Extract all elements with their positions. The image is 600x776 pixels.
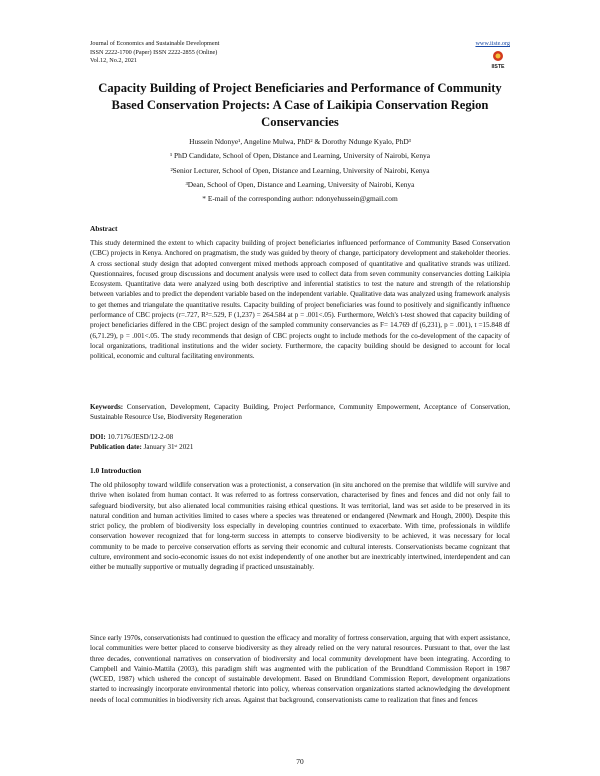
volume: Vol.12, No.2, 2021 bbox=[90, 57, 137, 65]
issn: ISSN 2222-1700 (Paper) ISSN 2222-2855 (Online) bbox=[90, 48, 218, 56]
keywords bbox=[90, 402, 510, 423]
doi-value: 10.7176/JESD/12-2-08 bbox=[107, 433, 174, 441]
affiliation-3: ³Dean, School of Open, Distance and Learning, University of Nairobi, Kenya bbox=[185, 179, 415, 189]
intro-paragraph-1: The old philosophy toward wildlife conservation was a protectionist, a conservation (in situ anchored on the premise that wildlife will survive and thrive when isolated from human contact. It was referred to as fortress conservation, characterised by fines and fences and did not only fail to safeguard biodiversity, but also alienated local communities raising ethical questions. It was territorial, land was set aside to be preserved in its natural condition and human activities limited to cases where a species was threatened or endangered (Newmark and Hough, 2000). Despite this strict policy, the problem of biodiversity loss especially in developing countries continued to exacerbate. With time, professionals in wildlife conservation however recognized that for long-term success in attempts to conserve biodiversity to be achieved, it was necessary for local community to be made to perceive conservation efforts as serving their economic and cultural interests. Conservationists became cognizant that culture, environment and socio-economic issues do not exist independently of one another but are inextricably intertwined, interdependent and can either be mutually supportive or mutually degrading if practiced unsustainably. bbox=[90, 481, 510, 572]
pubdate-label: Publication date: bbox=[90, 442, 142, 451]
intro-paragraph-2: Since early 1970s, conservationists had continued to question the efficacy and morality of fortress conservation, arguing that with expert assistance, local communities were better placed to conserve biodiversity as they already relied on the very natural resources. Pursuant to that, over the last three decades, conventional narratives on conservation of biodiversity and local community development have been integrating. According to Campbell and Vainio-Mattila (2003), this paradigm shift was augmented with the publication of the Brundtland Commission Report in 1987 (WCED, 1987) which ushered the concept of sustainable development. Based on Brundtland Commission Report, development organizations started to increasingly incorporate environmental rhetoric into policy, whereas conservation organizations started acknowledging the development needs of local communities in biodiversity rich areas. Against that background, conservationists came to realization that fines and fences bbox=[90, 634, 510, 704]
introduction-heading: 1.0 Introduction bbox=[90, 466, 142, 475]
paper-title: Capacity Building of Project Beneficiaries and Performance of Community Based Conservation Projects: A Case of Laikipia Conservation Region Conservancies bbox=[98, 81, 502, 129]
abstract-heading: Abstract bbox=[90, 224, 118, 233]
affiliation-2: ²Senior Lecturer, School of Open, Distance and Learning, University of Nairobi, Kenya bbox=[170, 165, 430, 175]
corresponding-email: * E-mail of the corresponding author: ndonyehussein@gmail.com bbox=[202, 194, 398, 204]
author-block bbox=[90, 135, 510, 206]
journal-url-link[interactable]: www.iiste.org bbox=[475, 40, 510, 47]
logo-text: IISTE bbox=[491, 64, 505, 70]
keywords-label: Keywords: bbox=[90, 403, 124, 411]
abstract-text: This study determined the extent to which capacity building of project beneficiaries influenced performance of Community Based Conservation (CBC) projects in Kenya. Anchored on pragmatism, the study was guided by theory of change, participatory development and stakeholder theories. A cross sectional study design that adopted convergent mixed methods approach composed of quantitative and qualitative strands was utilized. Questionnaires, focused group discussions and document analysis were used to collect data from seven community conservancies dotting Laikipia Ecosystem. Quantitative data were analyzed using both descriptive and inferential statistics to test the nature and strength of the relationship between variables and to predict the dependent variable based on the independent variable. Qualitative data was analyzed using framework analysis to get themes and triangulate the quantitative results. Capacity building of project beneficiaries was found to positively and significantly influence performance of CBC projects (r=.727, R²=.529, F (1,237) = 264.584 at p = .001<.05). Furthermore, Welch's t-test showed that capacity building of project beneficiaries differed in the CBC project design of the sampled community conservancies as F= 14.769 df (6,231), p = .001), t =15.848 df (6,71.29), p = .001<.05. The study recommends that design of CBC projects ought to include methods for the co-development of the capacity of local organizations, traditional institutions and the wider society. Furthermore, the capacity building should be designed to account for local political, economic and cultural facilitating environments. bbox=[90, 239, 510, 361]
affiliation-1: ¹ PhD Candidate, School of Open, Distance and Learning, University of Nairobi, Kenya bbox=[169, 151, 430, 161]
pubdate-value: January 31ˢᵗ 2021 bbox=[143, 442, 194, 451]
page-number: 70 bbox=[296, 757, 304, 766]
doi-label: DOI: bbox=[90, 433, 106, 441]
iiste-logo bbox=[488, 50, 508, 70]
author-names: Hussein Ndonye¹, Angeline Mulwa, PhD² & Dorothy Ndunge Kyalo, PhD³ bbox=[189, 137, 411, 146]
keywords-list: Conservation, Development, Capacity Building, Project Performance, Community Empowerment, Acceptance of Conservation, Sustainable Resource Use, Biodiversity Regeneration bbox=[90, 403, 510, 422]
journal-name: Journal of Economics and Sustainable Development bbox=[90, 40, 220, 47]
journal-header bbox=[90, 40, 219, 66]
doi-block bbox=[90, 433, 193, 452]
